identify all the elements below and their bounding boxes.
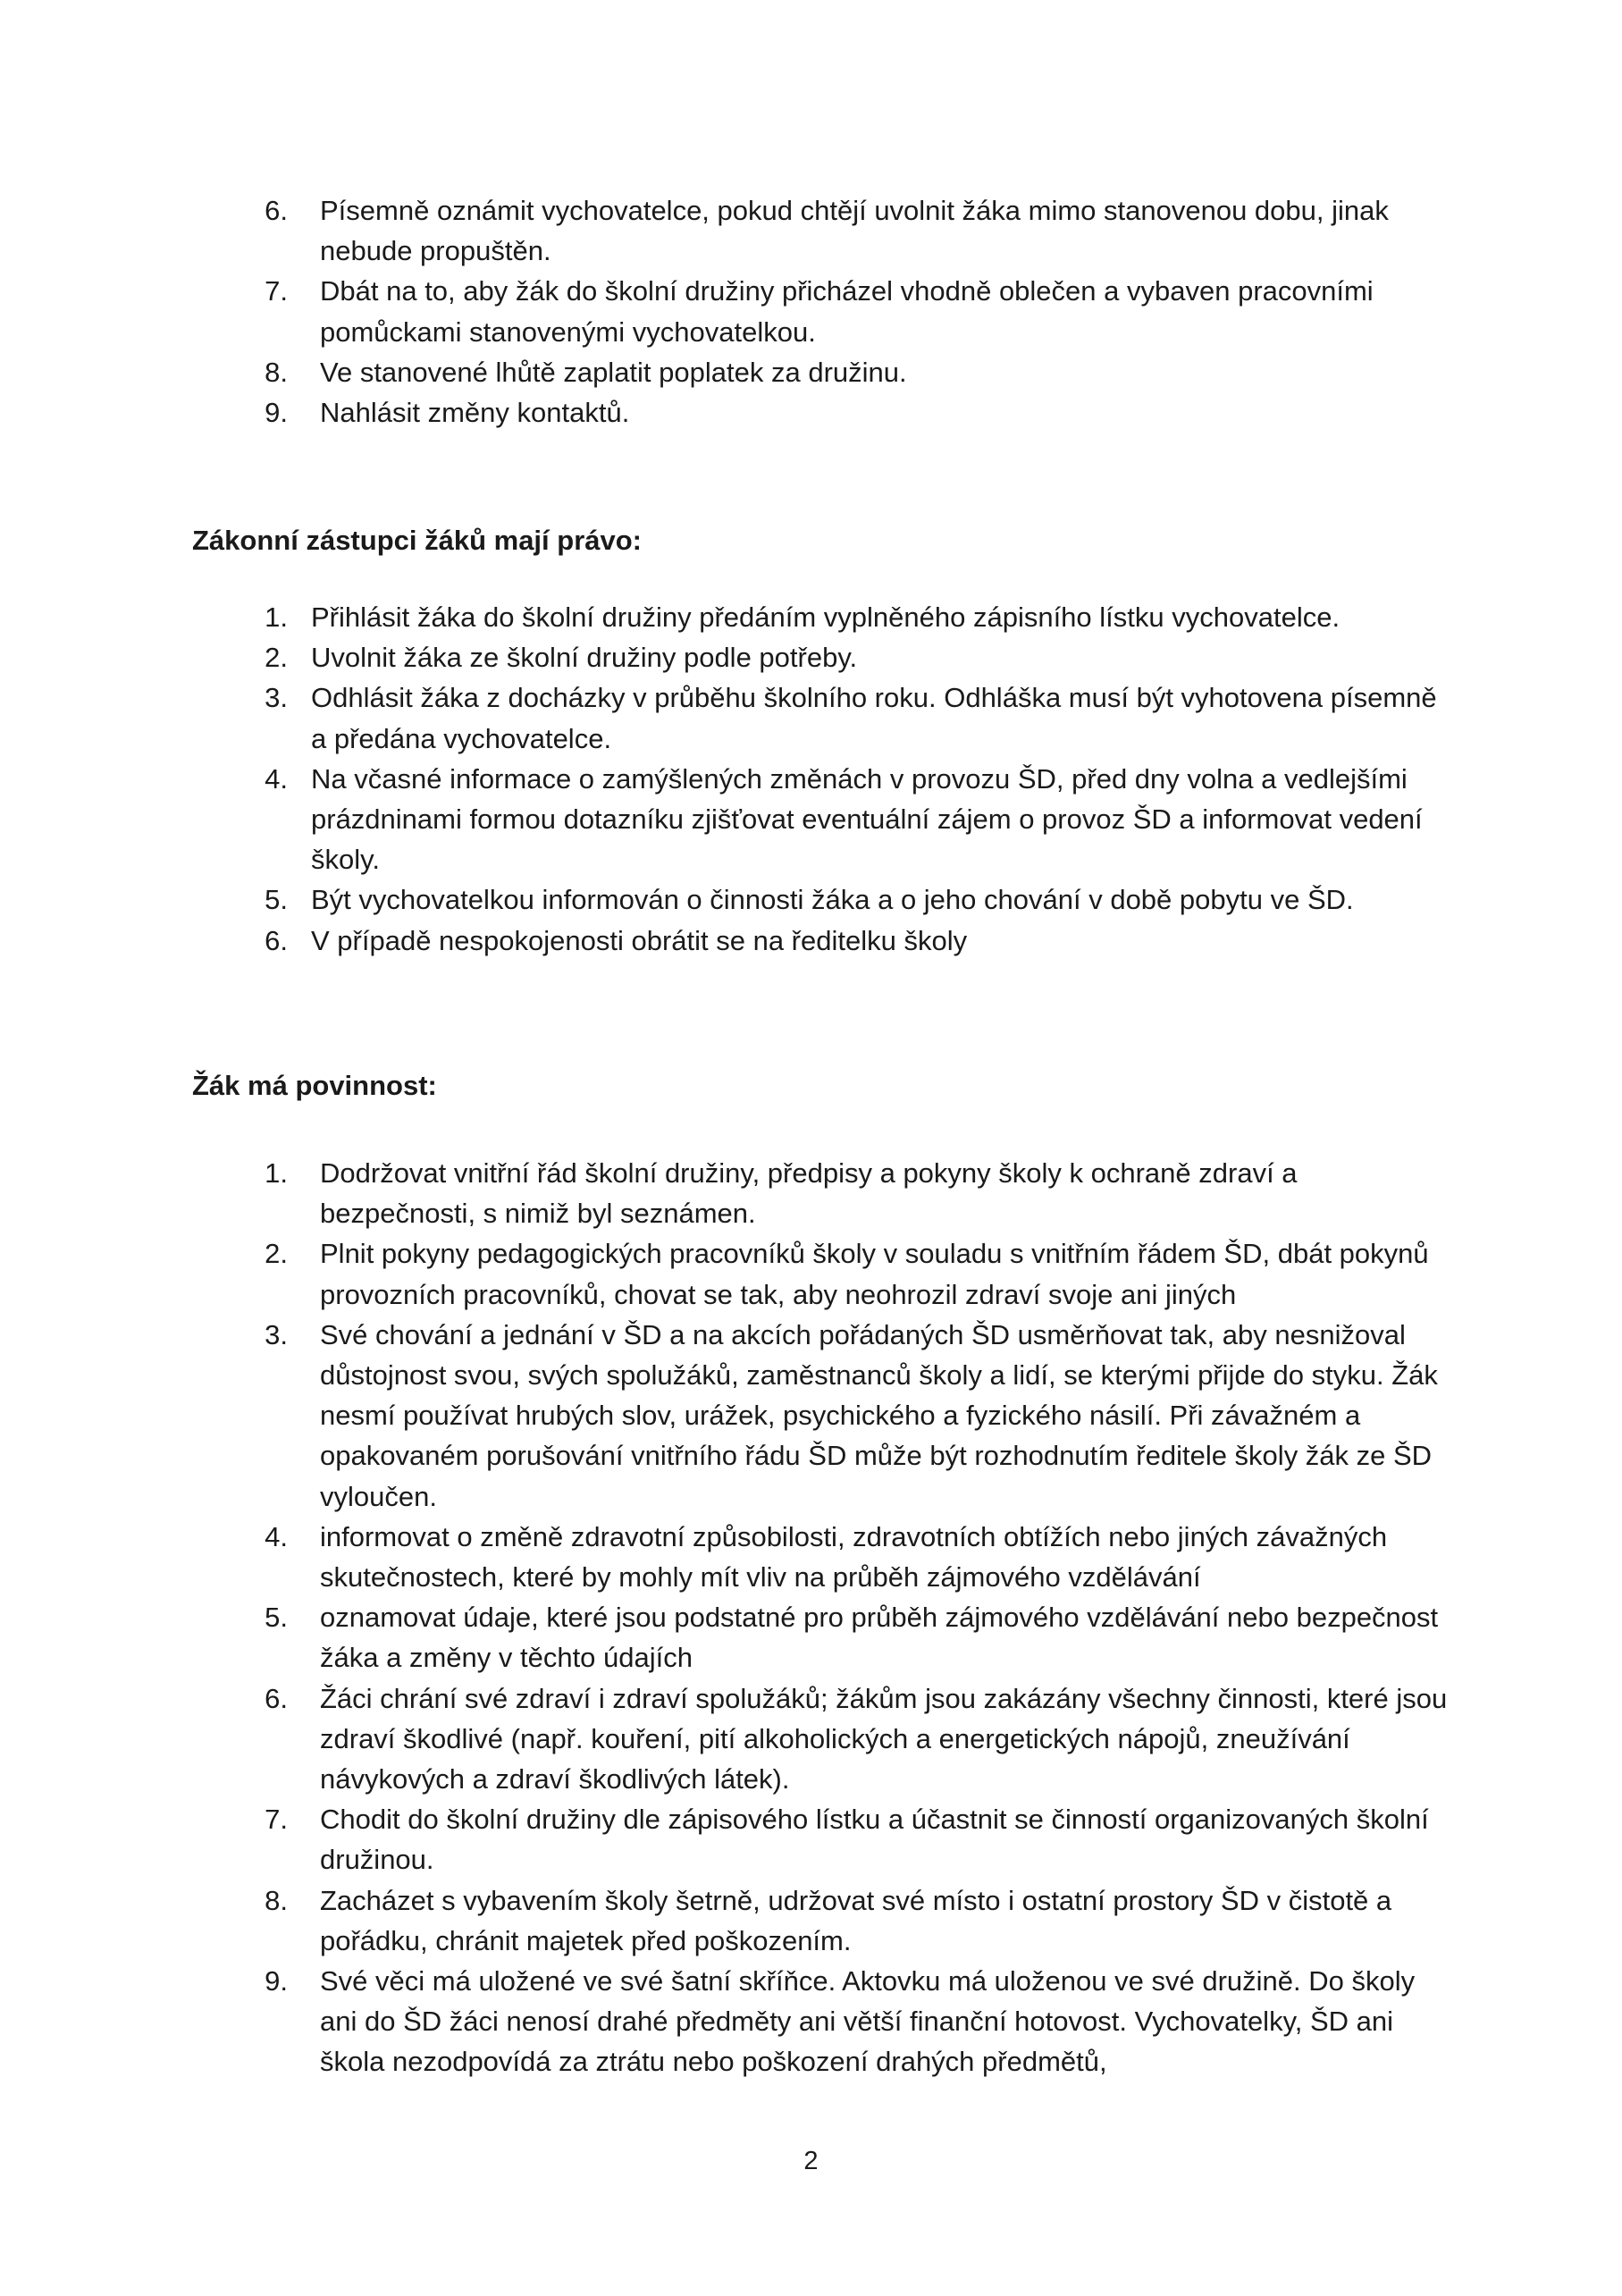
list-item bbox=[231, 392, 1455, 433]
list-item-text: V případě nespokojenosti obrátit se na ředitelku školy bbox=[311, 924, 968, 956]
list-item-text: Nahlásit změny kontaktů. bbox=[320, 397, 630, 429]
list-item-number: 3. bbox=[265, 682, 288, 714]
list-item-text: Být vychovatelkou informován o činnosti žáka a o jeho chování v době pobytu ve ŠD. bbox=[311, 884, 1354, 916]
list-item-text: Dodržovat vnitřní řád školní družiny, předpisy a pokyny školy k ochraně zdraví a bezpečnosti, s nimiž byl seznámen. bbox=[320, 1157, 1298, 1230]
list-item bbox=[231, 1799, 1455, 1880]
list-item-number: 2. bbox=[265, 642, 288, 674]
list-item bbox=[231, 637, 1455, 677]
list-item bbox=[231, 1880, 1455, 1961]
list-item-text: informovat o změně zdravotní způsobilosti, zdravotních obtížích nebo jiných závažných skutečnostech, které by mohly mít vliv na průběh zájmového vzdělávání bbox=[320, 1520, 1388, 1594]
list-item-number: 9. bbox=[265, 1965, 288, 1997]
list-item-text: Plnit pokyny pedagogických pracovníků školy v souladu s vnitřním řádem ŠD, dbát pokynů provozních pracovníků, chovat se tak, aby neohrozil zdraví svoje ani jiných bbox=[320, 1238, 1429, 1310]
list-item bbox=[231, 1153, 1455, 1233]
rights-list bbox=[231, 597, 1455, 961]
list-item-text: Chodit do školní družiny dle zápisového lístku a účastnit se činností organizovaných školní družinou. bbox=[320, 1804, 1429, 1876]
page-number: 2 bbox=[803, 2147, 819, 2175]
list-item bbox=[231, 921, 1455, 961]
list-item-text: Přihlásit žáka do školní družiny předáním vyplněného zápisního lístku vychovatelce. bbox=[311, 601, 1340, 633]
list-item bbox=[231, 271, 1455, 351]
list-item-number: 2. bbox=[265, 1238, 288, 1270]
list-item bbox=[231, 190, 1455, 271]
list-item-text: Své chování a jednání v ŠD a na akcích pořádaných ŠD usměrňovat tak, aby nesnižoval důstojnost svou, svých spolužáků, zaměstnanců školy a lidí, se kterými přijde do styku. Žák nesmí používat hrubých slov, urážek, psychického a fyzického násilí. Při závažném a opakovaném porušování vnitřního řádu ŠD může být rozhodnutím ředitele školy žák ze ŠD vyloučen. bbox=[320, 1318, 1438, 1512]
list-item-number: 4. bbox=[265, 1520, 288, 1552]
list-item-text: Své věci má uložené ve své šatní skříňce. Aktovku má uloženou ve své družině. Do školy ani do ŠD žáci nenosí drahé předměty ani větší finanční hotovost. Vychovatelky, ŠD ani škola nezodpovídá za ztrátu nebo poškození drahých předmětů, bbox=[320, 1965, 1416, 2078]
list-item-number: 7. bbox=[265, 1804, 288, 1836]
list-item bbox=[231, 1517, 1455, 1597]
list-item-text: oznamovat údaje, které jsou podstatné pro průběh zájmového vzdělávání nebo bezpečnost žáka a změny v těchto údajích bbox=[320, 1602, 1439, 1674]
list-item-text: Ve stanovené lhůtě zaplatit poplatek za družinu. bbox=[320, 356, 907, 388]
list-item-text: Na včasné informace o zamýšlených změnách v provozu ŠD, před dny volna a vedlejšími prázdninami formou dotazníku zjišťovat eventuální zájem o provoz ŠD a informovat vedení školy. bbox=[311, 762, 1423, 876]
list-item bbox=[231, 1315, 1455, 1517]
duties-list bbox=[231, 1153, 1455, 2082]
list-item bbox=[231, 759, 1455, 880]
list-item bbox=[231, 352, 1455, 392]
list-item-number: 1. bbox=[265, 1157, 288, 1189]
list-item bbox=[231, 1597, 1455, 1678]
list-item-text: Zacházet s vybavením školy šetrně, udržovat své místo i ostatní prostory ŠD v čistotě a pořádku, chránit majetek před poškozením. bbox=[320, 1884, 1392, 1956]
list-item-text: Odhlásit žáka z docházky v průběhu školního roku. Odhláška musí být vyhotovena písemně a předána vychovatelce. bbox=[311, 682, 1437, 754]
list-item-number: 4. bbox=[265, 762, 288, 795]
list-item-text: Písemně oznámit vychovatelce, pokud chtějí uvolnit žáka mimo stanovenou dobu, jinak nebude propuštěn. bbox=[320, 195, 1389, 267]
list-item bbox=[231, 1961, 1455, 2082]
list-item-number: 6. bbox=[265, 1682, 288, 1714]
section-heading-duties: Žák má povinnost: bbox=[192, 1070, 437, 1101]
list-item bbox=[231, 677, 1455, 758]
list-item-number: 6. bbox=[265, 195, 288, 226]
list-item-text: Dbát na to, aby žák do školní družiny přicházel vhodně oblečen a vybaven pracovními pomůckami stanovenými vychovatelkou. bbox=[320, 275, 1374, 348]
list-item bbox=[231, 1233, 1455, 1314]
list-item-number: 3. bbox=[265, 1318, 288, 1350]
list-item-number: 9. bbox=[265, 397, 288, 429]
list-item-text: Uvolnit žáka ze školní družiny podle potřeby. bbox=[311, 642, 858, 674]
list-item bbox=[231, 597, 1455, 637]
list-item-number: 5. bbox=[265, 1602, 288, 1634]
list-item-number: 8. bbox=[265, 1884, 288, 1916]
parent-duties-list-continued bbox=[231, 190, 1455, 433]
list-item bbox=[231, 879, 1455, 920]
list-item-number: 5. bbox=[265, 884, 288, 916]
list-item-text: Žáci chrání své zdraví i zdraví spolužáků; žákům jsou zakázány všechny činnosti, které jsou zdraví škodlivé (např. kouření, pití alkoholických a energetických nápojů, zneužívání návykových a zdraví škodlivých látek). bbox=[320, 1682, 1448, 1796]
section-heading-rights: Zákonní zástupci žáků mají právo: bbox=[192, 525, 643, 556]
list-item-number: 7. bbox=[265, 275, 288, 307]
list-item-number: 1. bbox=[265, 601, 288, 633]
list-item bbox=[231, 1678, 1455, 1800]
list-item-number: 8. bbox=[265, 356, 288, 388]
list-item-number: 6. bbox=[265, 924, 288, 956]
